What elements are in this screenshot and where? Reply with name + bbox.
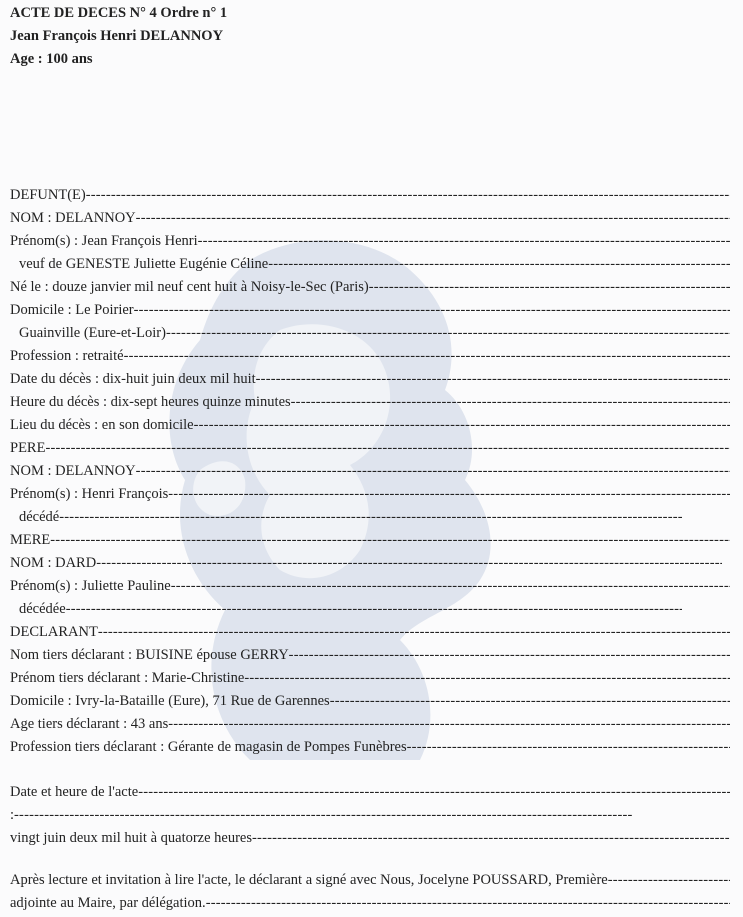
mere-statut: décédée ----- — [10, 598, 682, 621]
defunt-profession: Profession : retraité ----- — [10, 345, 730, 368]
date-deces: Date du décès : dix-huit juin deux mil huit ----- — [10, 368, 730, 391]
pere-nom: NOM : DELANNOY ----- — [10, 460, 730, 483]
defunt-naissance: Né le : douze janvier mil neuf cent huit à Noisy-le-Sec (Paris) ----- — [10, 276, 730, 299]
defunt-nom: NOM : DELANNOY ----- — [10, 207, 730, 230]
mere-prenoms: Prénom(s) : Juliette Pauline ----- — [10, 575, 730, 598]
deceased-age-title: Age : 100 ans — [10, 51, 93, 67]
heure-deces: Heure du décès : dix-sept heures quinze minutes ----- — [10, 391, 730, 414]
closing-statement-line2: adjointe au Maire, par délégation. ----- — [10, 892, 730, 915]
defunt-domicile-ville: Guainville (Eure-et-Loir) ----- — [10, 322, 730, 345]
declarant-profession: Profession tiers déclarant : Gérante de magasin de Pompes Funèbres ----- — [10, 736, 730, 759]
act-date-label: Date et heure de l'acte ----- — [10, 781, 730, 804]
section-pere: PERE ----- — [10, 437, 730, 460]
declarant-domicile: Domicile : Ivry-la-Bataille (Eure), 71 Rue de Garennes ----- — [10, 690, 730, 713]
act-header — [10, 2, 227, 71]
declarant-prenom: Prénom tiers déclarant : Marie-Christine ----- — [10, 667, 730, 690]
defunt-prenoms: Prénom(s) : Jean François Henri ----- — [10, 230, 730, 253]
act-date-colon: : ----- — [10, 804, 632, 827]
section-mere: MERE ----- — [10, 529, 730, 552]
defunt-veuf: veuf de GENESTE Juliette Eugénie Céline ----- — [10, 253, 730, 276]
act-number-title: ACTE DE DECES N° 4 Ordre n° 1 — [10, 5, 228, 21]
mere-nom: NOM : DARD ----- — [10, 552, 722, 575]
act-body — [10, 184, 730, 915]
lieu-deces: Lieu du décès : en son domicile ----- — [10, 414, 730, 437]
pere-prenoms: Prénom(s) : Henri François ----- — [10, 483, 730, 506]
section-defunt: DEFUNT(E) ----- — [10, 184, 730, 207]
declarant-nom: Nom tiers déclarant : BUISINE épouse GERRY ----- — [10, 644, 730, 667]
pere-statut: décédé ----- — [10, 506, 682, 529]
deceased-name-title: Jean François Henri DELANNOY — [10, 28, 224, 44]
declarant-age: Age tiers déclarant : 43 ans ----- — [10, 713, 730, 736]
closing-statement-line1: Après lecture et invitation à lire l'acte, le déclarant a signé avec Nous, Jocelyne POUSSARD, Première ----- — [10, 869, 730, 892]
defunt-domicile: Domicile : Le Poirier ----- — [10, 299, 730, 322]
section-declarant: DECLARANT ----- — [10, 621, 730, 644]
act-date-value: vingt juin deux mil huit à quatorze heures ----- — [10, 827, 730, 850]
